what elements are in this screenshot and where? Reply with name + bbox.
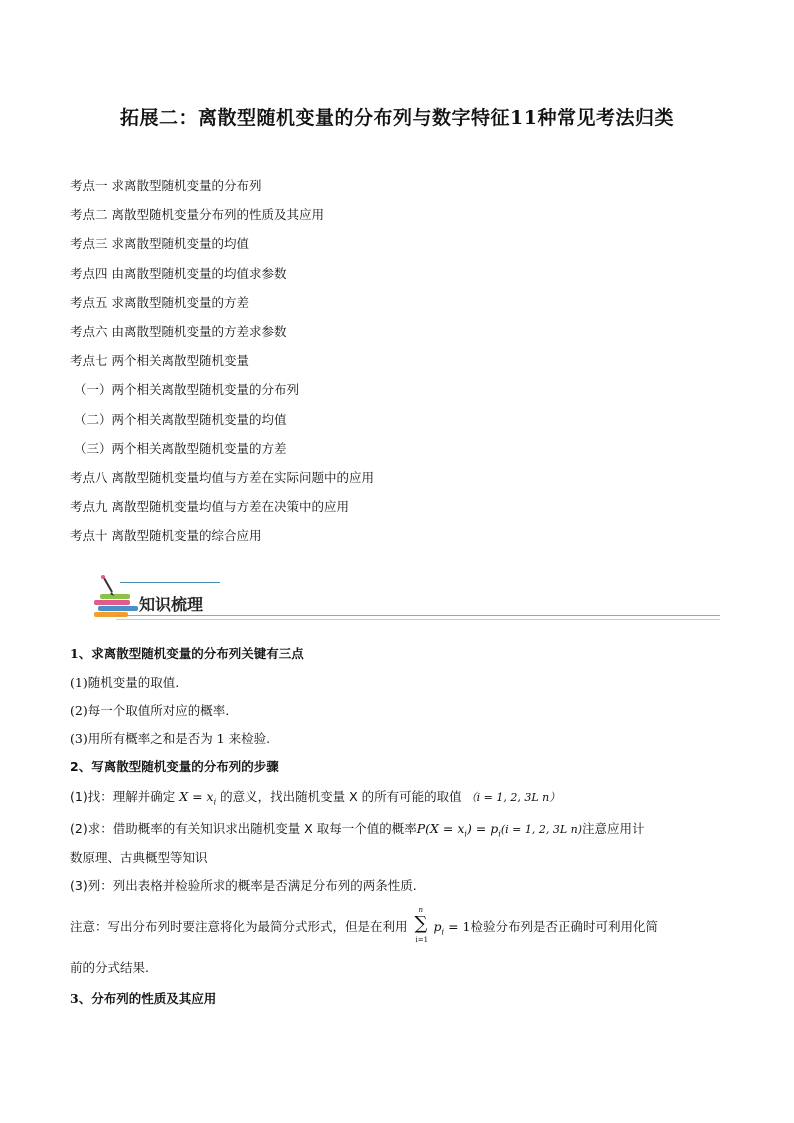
list-item: (2)每一个取值所对应的概率. [70,703,230,718]
formula-sub: i [498,829,501,839]
sum-sigma: ∑ [414,913,428,934]
toc-item: 考点五 求离散型随机变量的方差 [70,294,249,310]
toc-subitem: （二）两个相关离散型随机变量的均值 [74,411,287,427]
toc-item: 考点三 求离散型随机变量的均值 [70,236,249,252]
summation-symbol [414,906,431,944]
note-text: 注意：写出分布列时要注意将化为最简分式形式，但是在利用 [70,919,408,934]
note-text: 检验分布列是否正确时可利用化简 [470,919,658,934]
step-text: 的意义，找出随机变量 X 的所有可能的取值 [220,789,462,804]
formula-eq: = 1 [448,919,471,934]
toc-item: 考点七 两个相关离散型随机变量 [70,353,249,369]
section-heading: 1、求离散型随机变量的分布列关键有三点 [70,646,304,661]
step-item [70,819,645,839]
step-text: (2)求：借助概率的有关知识求出随机变量 X 取每一个值的概率 [70,821,417,836]
banner-label: 知识梳理 [139,595,204,614]
note-text-cont: 前的分式结果. [70,960,149,975]
banner-rule-thin [116,619,720,620]
step-text: (1)找：理解并确定 [70,789,176,804]
formula-main: ) = p [466,821,499,836]
banner-top-line [120,582,220,583]
toc-item: 考点四 由离散型随机变量的均值求参数 [70,265,287,281]
toc-item: 考点六 由离散型随机变量的方差求参数 [70,323,287,339]
formula-range: (i = 1, 2, 3L n) [500,823,582,836]
step-text: 注意应用计 [582,821,645,836]
formula-sub: i [464,829,467,839]
toc-item: 考点十 离散型随机变量的综合应用 [70,528,262,544]
toc-item: 考点二 离散型随机变量分布列的性质及其应用 [70,207,324,223]
list-item: (3)用所有概率之和是否为 1 来检验. [70,731,271,746]
formula-sub: i [441,927,445,937]
step-item [70,787,560,807]
toc-item: 考点九 离散型随机变量均值与方差在决策中的应用 [70,499,349,515]
formula [416,821,501,839]
formula [179,789,217,807]
step-item: (3)列：列出表格并检验所求的概率是否满足分布列的两条性质. [70,878,417,893]
list-item: (1)随机变量的取值. [70,675,180,690]
toc-item: 考点八 离散型随机变量均值与方差在实际问题中的应用 [70,469,374,485]
page-title: 拓展二：离散型随机变量的分布列与数字特征11种常见考法归类 [120,107,674,129]
step-text-cont: 数原理、古典概型等知识 [70,850,208,865]
formula-range: （i = 1, 2, 3L n） [465,791,561,804]
sum-lower: i=1 [415,936,429,944]
formula-main: X = x [179,789,214,804]
toc-list [70,176,374,555]
toc-subitem: （三）两个相关离散型随机变量的方差 [74,440,287,456]
sum-upper: n [418,906,424,914]
note-line [70,906,658,944]
section-heading: 3、分布列的性质及其应用 [70,991,217,1006]
formula-main: p [433,919,442,934]
banner-rule [116,615,720,616]
formula [433,919,471,937]
toc-subitem: （一）两个相关离散型随机变量的分布列 [74,382,300,398]
formula-sub: i [213,797,217,807]
section-heading: 2、写离散型随机变量的分布列的步骤 [70,759,279,774]
toc-item: 考点一 求离散型随机变量的分布列 [70,178,262,193]
formula-main: P(X = x [416,821,465,836]
section-banner [90,572,720,624]
